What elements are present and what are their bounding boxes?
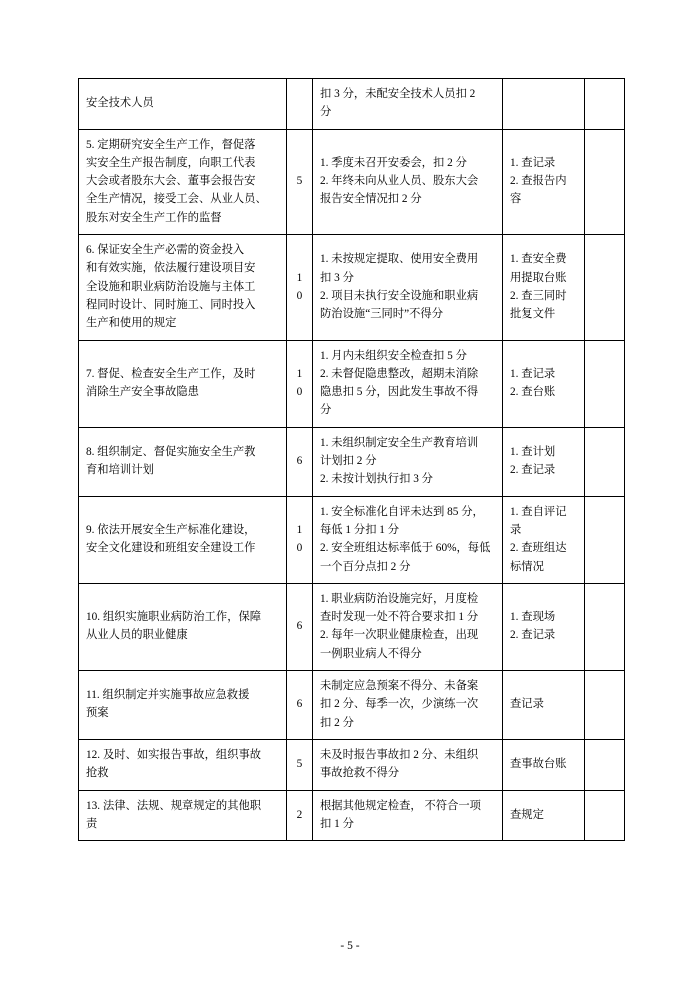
result-cell (585, 427, 625, 496)
result-cell (585, 671, 625, 740)
scoring-standard-cell-line: 2. 项目未执行安全设施和职业病 (320, 289, 479, 302)
duty-item-cell-lines (86, 241, 279, 332)
scoring-standard-cell-line: 根据其他规定检查， 不符合一项 (320, 799, 481, 812)
scoring-standard-cell-line: 一例职业病人不得分 (320, 647, 422, 660)
duty-item-cell (79, 129, 287, 234)
scoring-standard-cell-line: 隐患扣 5 分，因此发生事故不得 (320, 386, 479, 399)
scoring-standard-cell-line: 报告安全情况扣 2 分 (320, 193, 422, 206)
score-value: 5 (296, 175, 303, 188)
duty-item-cell (79, 790, 287, 841)
check-method-cell-lines (510, 806, 577, 824)
duty-item-cell-line: 安全文化建设和班组安全建设工作 (86, 542, 256, 555)
scoring-standard-cell-line: 未制定应急预案不得分、未备案 (320, 680, 479, 693)
check-method-cell-line: 2. 查记录 (510, 464, 556, 477)
score-cell (287, 235, 313, 340)
duty-item-cell-line: 9. 依法开展安全生产标准化建设， (86, 523, 256, 536)
check-method-cell-lines (510, 503, 577, 576)
duty-item-cell-line: 5. 定期研究安全生产工作，督促落 (86, 138, 256, 151)
check-method-cell-line: 1. 查记录 (510, 156, 556, 169)
check-method-cell-line: 录 (510, 523, 522, 536)
score-cell (287, 671, 313, 740)
duty-item-cell (79, 235, 287, 340)
table-row (79, 235, 625, 340)
scoring-standard-cell (313, 129, 503, 234)
scoring-standard-cell-lines (320, 746, 495, 783)
duty-item-cell-line: 实安全生产报告制度，向职工代表 (86, 156, 256, 169)
duty-item-cell-line: 11. 组织制定并实施事故应急救援 (86, 689, 250, 702)
duty-item-cell-line: 6. 保证安全生产必需的资金投入 (86, 244, 245, 257)
scoring-standard-cell (313, 583, 503, 670)
duty-item-cell-line: 育和培训计划 (86, 464, 154, 477)
result-cell (585, 583, 625, 670)
duty-item-cell-line: 全生产情况，接受工会、从业人员、 (86, 193, 267, 206)
scoring-standard-cell (313, 790, 503, 841)
check-method-cell-lines (510, 365, 577, 402)
scoring-standard-cell-lines (320, 677, 495, 732)
check-method-cell-line: 2. 查台账 (510, 386, 556, 399)
scoring-standard-cell-line: 2. 年终未向从业人员、股东大会 (320, 175, 479, 188)
duty-item-cell-lines (86, 94, 279, 112)
check-method-cell-lines (510, 695, 577, 713)
score-cell (287, 790, 313, 841)
check-method-cell (503, 739, 585, 790)
duty-item-cell (79, 671, 287, 740)
score-value: 6 (296, 455, 303, 468)
scoring-standard-cell-lines (320, 154, 495, 209)
duty-item-cell-lines (86, 443, 279, 480)
scoring-standard-cell-line: 扣 2 分、每季一次，少演练一次 (320, 698, 479, 711)
check-method-cell-line: 1. 查记录 (510, 367, 556, 380)
check-method-cell-line: 2. 查三同时 (510, 289, 567, 302)
duty-item-cell-lines (86, 797, 279, 834)
duty-item-cell-line: 消除生产安全事故隐患 (86, 386, 199, 399)
scoring-standard-cell-line: 分 (320, 106, 332, 119)
duty-item-cell-line: 大会或者股东大会、董事会报告安 (86, 175, 256, 188)
check-method-cell (503, 496, 585, 583)
scoring-standard-cell-line: 2. 安全班组达标率低于 60%，每低 (320, 542, 491, 555)
check-method-cell-line: 查记录 (510, 698, 544, 711)
duty-item-cell-line: 7. 督促、检查安全生产工作，及时 (86, 367, 256, 380)
table-row (79, 739, 625, 790)
check-method-cell (503, 671, 585, 740)
check-method-cell (503, 583, 585, 670)
scoring-standard-cell-line: 2. 未按计划执行扣 3 分 (320, 473, 433, 486)
scoring-standard-cell (313, 340, 503, 427)
scoring-standard-cell-line: 扣 3 分 (320, 271, 354, 284)
score-value: 6 (296, 620, 303, 633)
duty-item-cell-line: 抢救 (86, 767, 109, 780)
scoring-standard-cell-line: 未及时报告事故扣 2 分、未组织 (320, 748, 479, 761)
check-method-cell (503, 427, 585, 496)
duty-item-cell-line: 从业人员的职业健康 (86, 629, 188, 642)
duty-item-cell (79, 496, 287, 583)
duty-item-cell-lines (86, 686, 279, 723)
scoring-standard-cell-line: 1. 职业病防治设施完好，月度检 (320, 592, 479, 605)
check-method-cell-line: 查事故台账 (510, 758, 567, 771)
duty-item-cell-line: 责 (86, 817, 98, 830)
score-cell (287, 340, 313, 427)
check-method-cell-line: 用提取台账 (510, 271, 567, 284)
duty-item-cell (79, 739, 287, 790)
duty-item-cell (79, 427, 287, 496)
duty-item-cell-line: 13. 法律、法规、规章规定的其他职 (86, 799, 262, 812)
check-method-cell-line: 1. 查自评记 (510, 505, 567, 518)
scoring-standard-cell-line: 每低 1 分扣 1 分 (320, 523, 400, 536)
score-cell (287, 583, 313, 670)
table-row (79, 583, 625, 670)
check-method-cell-line: 批复文件 (510, 308, 556, 321)
score-value: 10 (296, 523, 303, 555)
check-method-cell (503, 79, 585, 130)
check-method-cell-lines (510, 608, 577, 645)
scoring-standard-cell-line: 扣 2 分 (320, 716, 354, 729)
scoring-standard-cell-line: 1. 季度未召开安委会，扣 2 分 (320, 156, 467, 169)
duty-item-cell-line: 8. 组织制定、督促实施安全生产教 (86, 445, 256, 458)
table-row (79, 671, 625, 740)
duty-item-cell (79, 79, 287, 130)
table-row (79, 79, 625, 130)
score-value: 10 (296, 271, 303, 302)
table-row (79, 427, 625, 496)
scoring-standard-cell-lines (320, 85, 495, 122)
scoring-standard-cell-lines (320, 347, 495, 420)
scoring-standard-cell-lines (320, 590, 495, 663)
score-cell (287, 129, 313, 234)
score-cell (287, 79, 313, 130)
scoring-standard-cell-line: 计划扣 2 分 (320, 455, 377, 468)
duty-item-cell-line: 和有效实施，依法履行建设项目安 (86, 262, 256, 275)
score-cell (287, 739, 313, 790)
result-cell (585, 235, 625, 340)
scoring-standard-cell-line: 防治设施“三同时”不得分 (320, 308, 443, 321)
check-method-cell-line: 2. 查记录 (510, 629, 556, 642)
table-row (79, 496, 625, 583)
scoring-standard-cell-line: 1. 未按规定提取、使用安全费用 (320, 253, 479, 266)
scoring-standard-cell-lines (320, 250, 495, 323)
result-cell (585, 496, 625, 583)
duty-item-cell-line: 股东对安全生产工作的监督 (86, 211, 222, 224)
score-value: 5 (296, 758, 303, 771)
result-cell (585, 790, 625, 841)
check-method-cell-lines (510, 443, 577, 480)
scoring-standard-cell-line: 查时发现一处不符合要求扣 1 分 (320, 611, 479, 624)
check-method-cell-line: 标情况 (510, 560, 544, 573)
duty-item-cell-line: 安全技术人员 (86, 97, 154, 110)
assessment-table (78, 78, 625, 841)
duty-item-cell-line: 12. 及时、如实报告事故，组织事故 (86, 748, 262, 761)
duty-item-cell-lines (86, 365, 279, 402)
duty-item-cell-lines (86, 746, 279, 783)
check-method-cell-line: 1. 查现场 (510, 611, 556, 624)
table-body (79, 79, 625, 841)
duty-item-cell (79, 583, 287, 670)
table-row (79, 129, 625, 234)
check-method-cell (503, 790, 585, 841)
result-cell (585, 79, 625, 130)
check-method-cell-lines (510, 154, 577, 209)
page-number: - 5 - (340, 940, 360, 952)
score-value: 10 (296, 367, 303, 399)
score-cell (287, 427, 313, 496)
check-method-cell-line: 容 (510, 193, 522, 206)
result-cell (585, 340, 625, 427)
check-method-cell (503, 340, 585, 427)
scoring-standard-cell-lines (320, 434, 495, 489)
check-method-cell-line: 1. 查安全费 (510, 253, 567, 266)
scoring-standard-cell-line: 扣 1 分 (320, 817, 354, 830)
scoring-standard-cell (313, 79, 503, 130)
table-row (79, 340, 625, 427)
duty-item-cell-line: 10. 组织实施职业病防治工作，保障 (86, 611, 262, 624)
scoring-standard-cell-line: 1. 月内未组织安全检查扣 5 分 (320, 349, 467, 362)
scoring-standard-cell (313, 496, 503, 583)
scoring-standard-cell-lines (320, 797, 495, 834)
check-method-cell-lines (510, 250, 577, 323)
scoring-standard-cell-line: 2. 未督促隐患整改，超期未消除 (320, 367, 479, 380)
check-method-cell-line: 查规定 (510, 808, 544, 821)
scoring-standard-cell-line: 分 (320, 404, 332, 417)
score-cell (287, 496, 313, 583)
check-method-cell-line: 1. 查计划 (510, 445, 556, 458)
scoring-standard-cell-line: 扣 3 分，未配安全技术人员扣 2 (320, 88, 476, 100)
scoring-standard-cell (313, 739, 503, 790)
duty-item-cell (79, 340, 287, 427)
score-value: 2 (296, 808, 303, 821)
scoring-standard-cell-line: 1. 安全标准化自评未达到 85 分， (320, 505, 484, 518)
check-method-cell-line: 2. 查班组达 (510, 542, 567, 555)
scoring-standard-cell-line: 2. 每年一次职业健康检查，出现 (320, 629, 479, 642)
result-cell (585, 739, 625, 790)
scoring-standard-cell-lines (320, 503, 495, 576)
scoring-standard-cell-line: 一个百分点扣 2 分 (320, 560, 411, 573)
check-method-cell (503, 129, 585, 234)
check-method-cell-line: 2. 查报告内 (510, 175, 567, 188)
result-cell (585, 129, 625, 234)
duty-item-cell-lines (86, 136, 279, 227)
duty-item-cell-lines (86, 608, 279, 645)
duty-item-cell-line: 预案 (86, 707, 109, 720)
duty-item-cell-line: 程同时设计、同时施工、同时投入 (86, 298, 256, 311)
duty-item-cell-lines (86, 521, 279, 558)
check-method-cell-lines (510, 755, 577, 773)
scoring-standard-cell-line: 事故抢救不得分 (320, 767, 400, 780)
scoring-standard-cell (313, 235, 503, 340)
scoring-standard-cell (313, 427, 503, 496)
check-method-cell (503, 235, 585, 340)
table-row (79, 790, 625, 841)
duty-item-cell-line: 全设施和职业病防治设施与主体工 (86, 280, 256, 293)
scoring-standard-cell (313, 671, 503, 740)
score-value: 6 (296, 698, 303, 711)
duty-item-cell-line: 生产和使用的规定 (86, 317, 177, 330)
scoring-standard-cell-line: 1. 未组织制定安全生产教育培训 (320, 436, 479, 449)
